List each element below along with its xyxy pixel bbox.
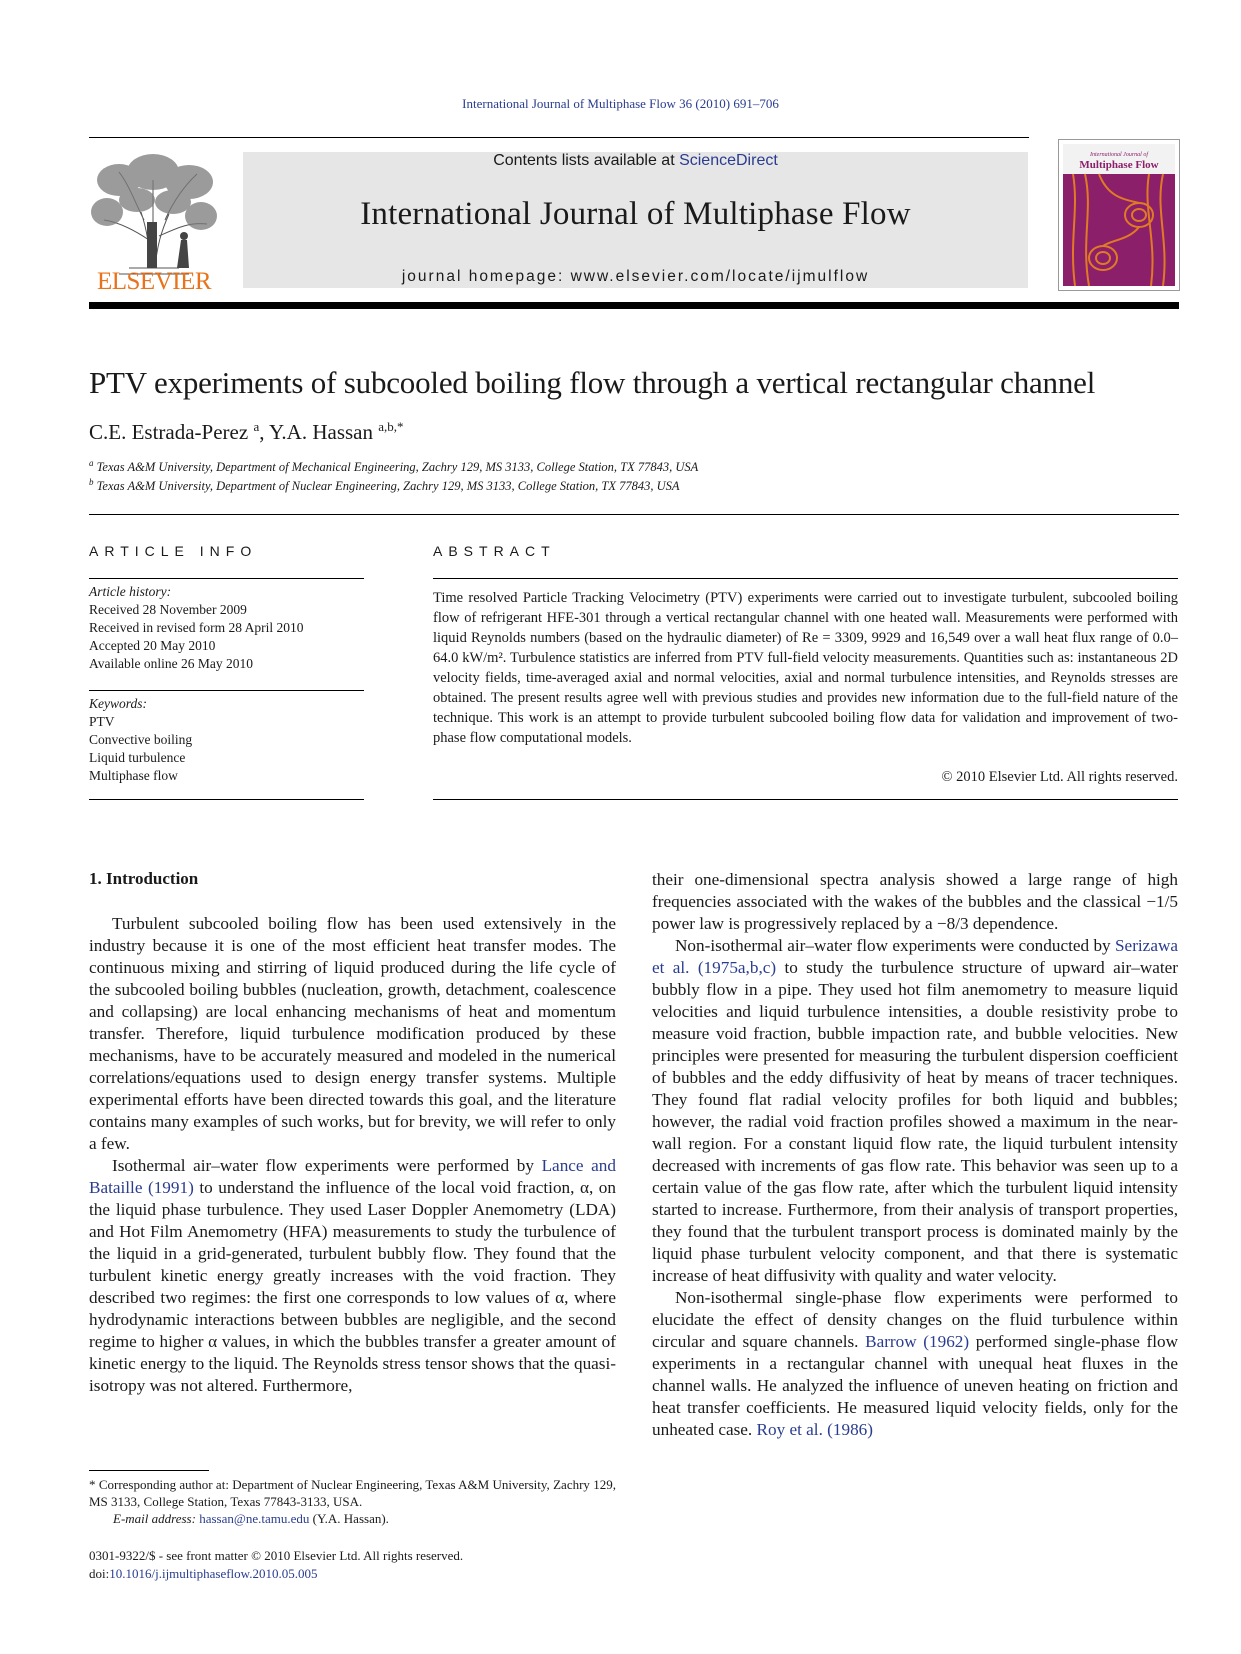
front-matter-rule: [89, 514, 1179, 515]
paragraph-text: Non-isothermal single-phase flow experiments were performed to elucidate the effect of density changes on the fluid turbulence within circular and square channels.: [652, 1288, 1178, 1351]
paragraph-text: Isothermal air–water flow experiments were performed by: [112, 1156, 542, 1175]
article-keywords: [89, 695, 192, 785]
contents-line: [243, 152, 1028, 170]
footnote-text: * Corresponding author at: Department of Nuclear Engineering, Texas A&M University, Zachry 129, MS 3133, College Station, Texas 77843-3133, USA.: [89, 1477, 616, 1509]
article-info-bottom-rule: [89, 799, 364, 800]
body-paragraph: [652, 935, 1178, 1287]
citation-link[interactable]: Lance and Bataille (1991): [89, 1156, 616, 1197]
section-heading: 1. Introduction: [89, 869, 199, 888]
journal-citation[interactable]: International Journal of Multiphase Flow 36 (2010) 691–706: [462, 96, 779, 111]
affiliation-a: [89, 457, 699, 475]
contents-prefix: Contents lists available at: [493, 152, 680, 169]
body-paragraph: [89, 1155, 616, 1397]
article-info-rule: [89, 578, 364, 579]
abstract-heading: ABSTRACT: [433, 543, 556, 559]
body-column-right: [652, 869, 1178, 1441]
issn-line: 0301-9322/$ - see front matter © 2010 Elsevier Ltd. All rights reserved.: [89, 1548, 464, 1563]
author-name: Y.A. Hassan: [268, 420, 373, 444]
email-label: E-mail address:: [113, 1511, 200, 1526]
affiliation-text: Texas A&M University, Department of Nuclear Engineering, Zachry 129, MS 3133, College Station, TX 77843, USA: [96, 479, 680, 493]
issn-doi-block: [89, 1547, 463, 1583]
history-item: Accepted 20 May 2010: [89, 638, 216, 653]
paragraph-text: performed single-phase flow experiments in a rectangular channel with unequal heat fluxes in the channel walls. He analyzed the influence of uneven heating on friction and heat transfer coefficients. He measured liquid velocity fields, only for the unheated case.: [652, 1332, 1178, 1439]
abstract-text: Time resolved Particle Tracking Velocimetry (PTV) experiments were carried out to investigate turbulent, subcooled boiling flow of refrigerant HFE-301 through a vertical rectangular channel with one heated wall. Measurements were performed with liquid Reynolds numbers (based on the hydraulic diameter) of Re = 3309, 9929 and 16,549 over a wall heat flux range of 0.0–64.0 kW/m². Turbulence statistics are inferred from PTV full-field velocity measurements. Quantities such as: instantaneous 2D velocity fields, time-averaged axial and normal velocities, axial and normal turbulence intensities, and Reynolds stresses are obtained. The present results agree well with previous studies and provides new information due to the full-field nature of the technique. This work is an attempt to provide turbulent subcooled boiling flow data for validation and improvement of two-phase flow computational models.: [433, 590, 1178, 746]
paragraph-text: to study the turbulence structure of upward air–water bubbly flow in a pipe. They used hot film anemometry to measure liquid velocities and liquid turbulence intensities, a double resistivity probe to measure void fraction, bubble impaction rate, and bubble velocities. New principles were presented for measuring the turbulent dispersion coefficient of bubbles and the eddy diffusivity of heat by means of tracer techniques. They found flat radial velocity profiles for both liquid and bubbles; however, the radial void fraction profiles showed a maximum in the near-wall region. For a constant liquid flow rate, the liquid turbulent intensity decreased with increments of gas flow rate. This behavior was seen up to a certain value of the gas flow rate, after which the turbulent liquid intensity started to increase. Furthermore, from their analysis of transport properties, they found that the turbulent transport process is dominated mainly by the liquid phase turbulent velocity component, and that there is systematic increase of heat diffusivity with quality and water velocity.: [652, 958, 1178, 1285]
article-info-history: [89, 583, 303, 673]
doi-line: [89, 1565, 463, 1583]
cover-title: Multiphase Flow: [1079, 159, 1159, 171]
citation-link[interactable]: Serizawa et al. (1975a,b,c): [652, 936, 1178, 977]
author-separator: ,: [259, 420, 269, 444]
paragraph-text: Turbulent subcooled boiling flow has been used extensively in the industry because it is one of the most efficient heat transfer modes. The continuous mixing and stirring of liquid produced during the life cycle of the subcooled boiling bubbles (nucleation, growth, detachment, coalescence and collapsing) are local enhancing mechanisms of heat and momentum transfer. Therefore, liquid turbulence modification produced by these mechanisms, have to be accurately measured and modeled in the numerical correlations/equations used to design energy transfer systems. Multiple experimental efforts have been directed towards this goal, and the literature contains many examples of such works, but for brevity, we will refer to only a few.: [89, 914, 616, 1153]
journal-title: International Journal of Multiphase Flow: [360, 196, 911, 232]
email-suffix: (Y.A. Hassan).: [309, 1511, 389, 1526]
affiliation-marker: b: [89, 476, 94, 487]
affiliation-b: [89, 476, 680, 494]
cover-subtitle: International Journal of: [1090, 152, 1148, 158]
keywords-label: Keywords:: [89, 696, 147, 711]
header-divider: [89, 137, 1029, 138]
corresponding-author-footnote: [89, 1476, 616, 1527]
affiliation-marker: a: [89, 457, 94, 468]
body-paragraph: [89, 913, 616, 1155]
abstract-copyright: © 2010 Elsevier Ltd. All rights reserved.: [941, 769, 1178, 785]
paragraph-text: their one-dimensional spectra analysis showed a large range of high frequencies associated with the wakes of the bubbles and the classical −1/5 power law is progressively replaced by a −8/3 dependence.: [652, 870, 1178, 933]
author-superscript: a: [253, 419, 260, 434]
email-link[interactable]: hassan@ne.tamu.edu: [199, 1511, 310, 1526]
paragraph-text: to understand the influence of the local void fraction, α, on the liquid phase turbulence. They used Laser Doppler Anemometry (LDA) and Hot Film Anemometry (HFA) measurements to study the turbulence of the liquid in a grid-generated, turbulent bubbly flow. They found that the turbulent kinetic energy greatly increases with the void fraction. They described two regimes: the first one corresponds to low values of α, where hydrodynamic interactions between bubbles are negligible, and the second regime to higher α values, in which the bubbles transfer a greater amount of kinetic energy to the liquid. The Reynolds stress tensor shows that the quasi-isotropy was not altered. Furthermore,: [89, 1178, 616, 1395]
history-item: Received in revised form 28 April 2010: [89, 620, 304, 635]
body-paragraph: [652, 1287, 1178, 1441]
keyword-item: PTV: [89, 714, 115, 729]
author-list: [89, 420, 404, 445]
history-item: Available online 26 May 2010: [89, 656, 253, 671]
citation-link[interactable]: Barrow (1962): [865, 1332, 970, 1351]
author-superscript[interactable]: a,b,*: [378, 419, 404, 434]
body-column-left: [89, 913, 616, 1397]
history-item: Received 28 November 2009: [89, 602, 247, 617]
citation-link[interactable]: Roy et al. (1986): [756, 1420, 873, 1439]
journal-homepage[interactable]: journal homepage: www.elsevier.com/locate/ijmulflow: [401, 268, 870, 285]
keyword-item: Multiphase flow: [89, 768, 178, 783]
article-info-heading: ARTICLE INFO: [89, 543, 258, 559]
journal-cover-thumbnail: [1058, 139, 1180, 291]
paper-title: PTV experiments of subcooled boiling flow through a vertical rectangular channel: [89, 365, 1096, 400]
affiliation-text: Texas A&M University, Department of Mechanical Engineering, Zachry 129, MS 3133, College Station, TX 77843, USA: [96, 460, 699, 474]
abstract-bottom-rule: [433, 799, 1178, 800]
keyword-item: Liquid turbulence: [89, 750, 186, 765]
doi-link[interactable]: 10.1016/j.ijmultiphaseflow.2010.05.005: [109, 1566, 318, 1581]
paragraph-text: Non-isothermal air–water flow experiments were conducted by: [675, 936, 1115, 955]
author-name: C.E. Estrada-Perez: [89, 420, 249, 444]
keywords-rule: [89, 690, 364, 691]
history-label: Article history:: [89, 584, 172, 599]
footnote-email-line: [89, 1510, 616, 1527]
abstract-rule: [433, 578, 1178, 579]
masthead-thick-rule: [89, 302, 1179, 309]
doi-label: doi:: [89, 1566, 110, 1581]
elsevier-wordmark: ELSEVIER: [96, 268, 212, 295]
footnote-rule: [89, 1470, 209, 1471]
sciencedirect-link[interactable]: ScienceDirect: [679, 152, 778, 169]
keyword-item: Convective boiling: [89, 732, 193, 747]
body-paragraph: [652, 869, 1178, 935]
